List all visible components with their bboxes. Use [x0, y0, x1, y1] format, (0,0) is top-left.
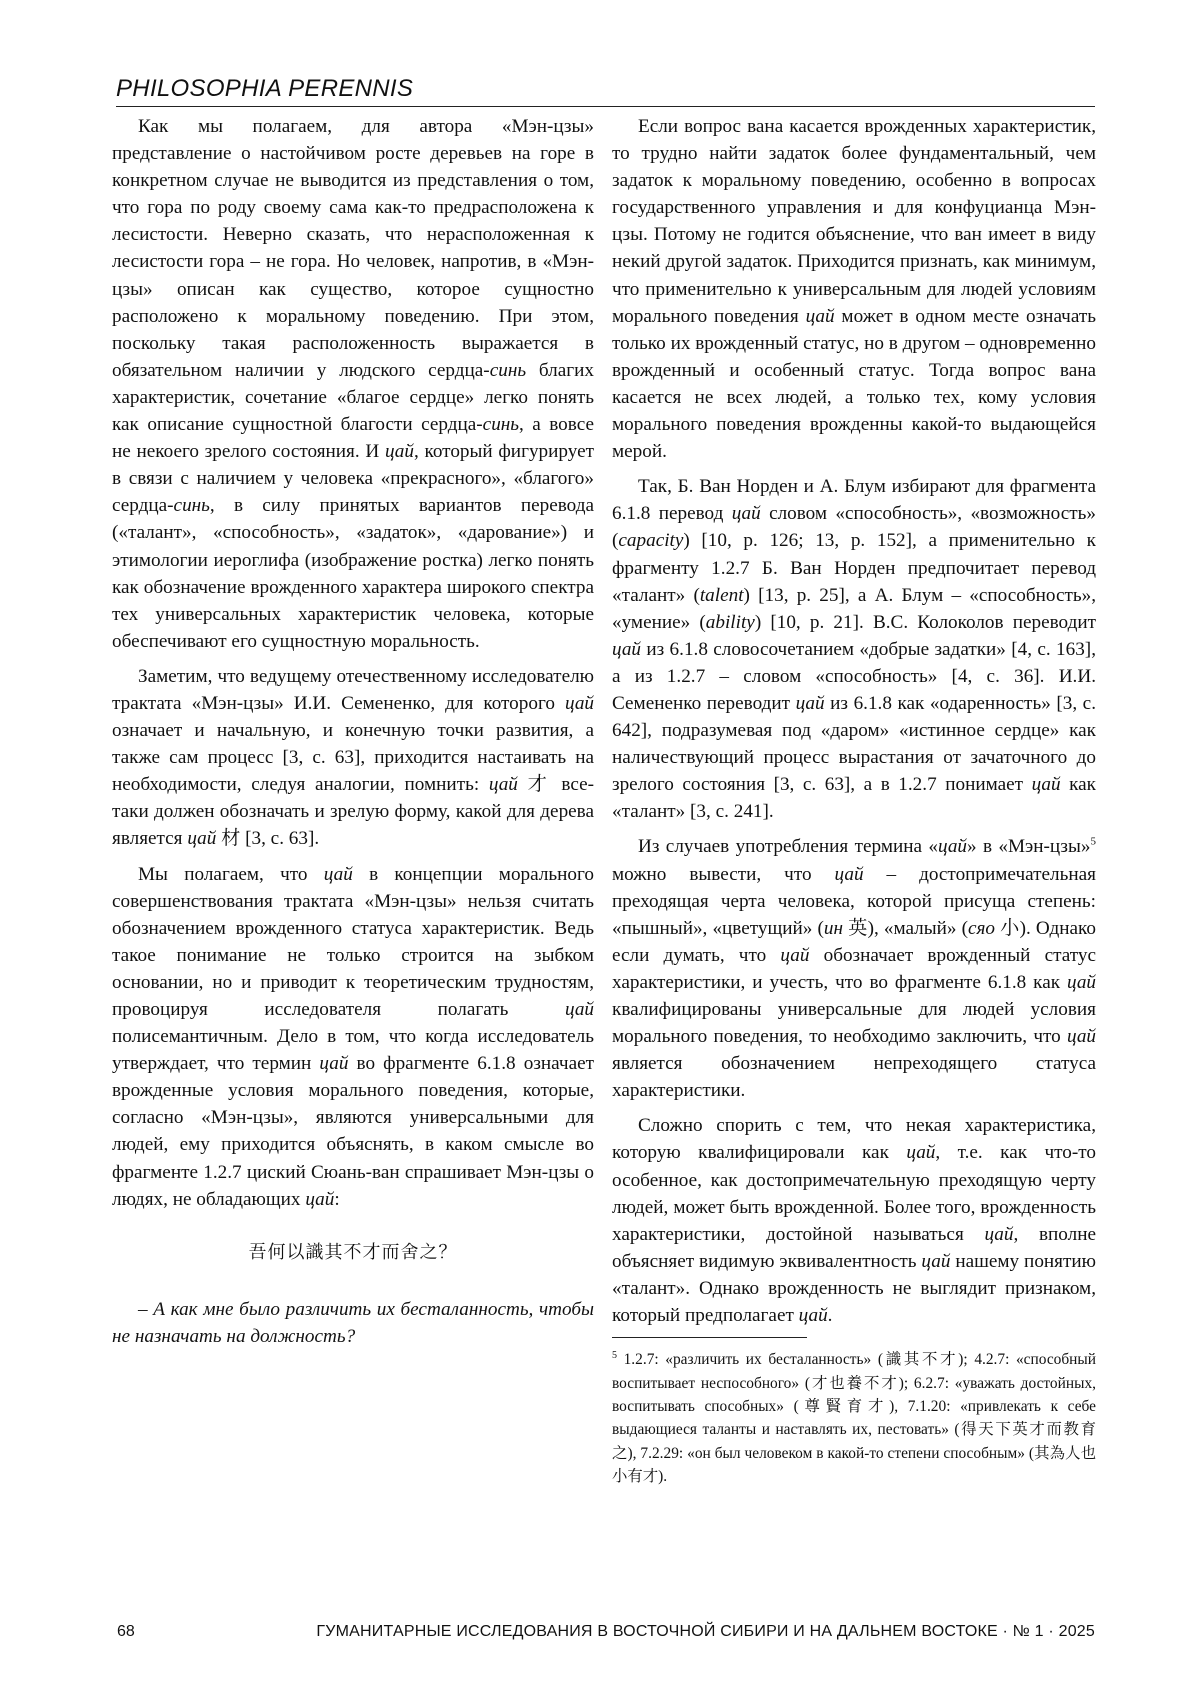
paragraph: Из случаев употребления термина «цай» в «Мэн-цзы»$^5$ можно вывести, что цай – достопримечательная преходящая черта человека, которой присуща степень: «пышный», «цветущий» (ин 英), «малый» (сяо 小). Однако если думать, что цай обозначает врожденный статус характеристики, и учесть, что во фрагменте 6.1.8 как цай квалифицированы универсальные для людей условия морального поведения, то необходимо заключить, что цай является обозначением непреходящего статуса характеристики.: [612, 836, 1097, 1102]
right-column: [612, 113, 1096, 1489]
paragraph: Как мы полагаем, для автора «Мэн-цзы» представление о настойчивом росте деревьев на горе в конкретном случае не выводится из представления о том, что гора по роду своему сама как-то предрасположена к лесистости. Неверно сказать, что нерасположенная к лесистости гора – не гора. Но человек, напротив, в «Мэн-цзы» описан как существо, которое сущностно расположено к моральному поведению. При этом, поскольку такая расположенность выражается в обязательном наличии у людского сердца-синь благих характеристик, сочетание «благое сердце» легко понять как описание сущностной благости сердца-синь, а вовсе не некоего зрелого состояния. И цай, который фигурирует в связи с наличием у человека «прекрасного», «благого» сердца-синь, в силу принятых вариантов перевода («талант», «способность», «задаток», «дарование») и этимологии иероглифа (изображение ростка) легко понять как обозначение врожденного характера широкого спектра тех универсальных характеристик человека, которые обеспечивают его сущностную моральность.: [112, 116, 595, 652]
journal-title: ГУМАНИТАРНЫЕ ИССЛЕДОВАНИЯ В ВОСТОЧНОЙ СИБИРИ И НА ДАЛЬНЕМ ВОСТОКЕ · № 1 · 2025: [316, 1623, 1095, 1640]
page-number: 68: [117, 1623, 135, 1640]
paragraph: Мы полагаем, что цай в концепции морального совершенствования трактата «Мэн-цзы» нельзя считать обозначением врожденного статуса характеристик. Ведь такое понимание не только строится на зыбком основании, но и приводит к теоретическим трудностям, провоцируя исследователя полагать цай полисемантичным. Дело в том, что когда исследователь утверждает, что термин цай во фрагменте 6.1.8 означает врожденные условия морального поведения, которые, согласно «Мэн-цзы», являются универсальными для людей, ему приходится объяснять, в каком смысле во фрагменте 1.2.7 циский Сюань-ван спрашивает Мэн-цзы о людях, не обладающих цай:: [112, 863, 594, 1210]
running-head: PHILOSOPHIA PERENNIS: [116, 74, 1095, 107]
page-footer: [117, 1623, 1095, 1641]
footnote-ref[interactable]: 5: [1090, 836, 1096, 849]
chinese-quote: 吾何以識其不才而舍之？: [248, 1241, 458, 1263]
footnote-divider: [612, 1337, 807, 1338]
paragraph: Если вопрос вана касается врожденных характеристик, то трудно найти задаток более фундаментальный, чем задаток к моральному поведению, особенно в вопросах государственного управления и для конфуцианца Мэн-цзы. Потому не годится объяснение, что ван имеет в виду некий другой задаток. Приходится признать, как минимум, что применительно к универсальным для людей условиям морального поведения цай может в одном месте означать только их врожденный статус, но в другом – одновременно врожденный и особенный статус. Тогда вопрос вана касается не всех людей, а только тех, кому условия морального поведения врожденны какой-то выдающейся мерой.: [612, 116, 1096, 463]
paragraph: Сложно спорить с тем, что некая характеристика, которую квалифицировали как цай, т.е. как что-то особенное, как достопримечательную преходящую черту людей, может быть врожденной. Более того, врожденность характеристики, достойной называться цай, вполне объясняет видимую эквивалентность цай нашему понятию «талант». Однако врожденность не выглядит признаком, который предполагает цай.: [612, 1115, 1096, 1327]
paragraph: Заметим, что ведущему отечественному исследователю трактата «Мэн-цзы» И.И. Семененко, для которого цай означает и начальную, и конечную точки развития, а также сам процесс [3, с. 63], приходится настаивать на необходимости, следуя аналогии, помнить: цай 才 все-таки должен обозначать и зрелую форму, какой для дерева является цай 材 [3, с. 63].: [112, 665, 594, 850]
left-column: [112, 113, 594, 1358]
quote-translation: – А как мне было различить их бесталанность, чтобы не назначать на должность?: [112, 1298, 594, 1347]
footnote: $^5$ 1.2.7: «различить их бесталанность» (識其不才); 4.2.7: «способный воспитывает неспособного» (才也養不才); 6.2.7: «уважать достойных, воспитывать способных» (尊賢育才), 7.1.20: «привлекать к себе выдающиеся таланты и наставлять их, пестовать» (得天下英才而教育之), 7.2.29: «он был человеком в какой-то степени способным» (其為人也小有才).: [612, 1350, 1096, 1486]
paragraph: Так, Б. Ван Норден и А. Блум избирают для фрагмента 6.1.8 перевод цай словом «способность», «возможность» (capacity) [10, p. 126; 13, p. 152], а применительно к фрагменту 1.2.7 Б. Ван Норден предпочитает перевод «талант» (talent) [13, p. 25], а А. Блум – «способность», «умение» (ability) [10, p. 21]. В.С. Колоколов переводит цай из 6.1.8 словосочетанием «добрые задатки» [4, с. 163], а из 1.2.7 – словом «способность» [4, с. 36]. И.И. Семененко переводит цай из 6.1.8 как «одаренность» [3, с. 642], подразумевая под «даром» «истинное сердце» как наличествующий процесс вырастания от зачаточного до зрелого состояния [3, с. 63], а в 1.2.7 понимает цай как «талант» [3, с. 241].: [612, 476, 1096, 823]
